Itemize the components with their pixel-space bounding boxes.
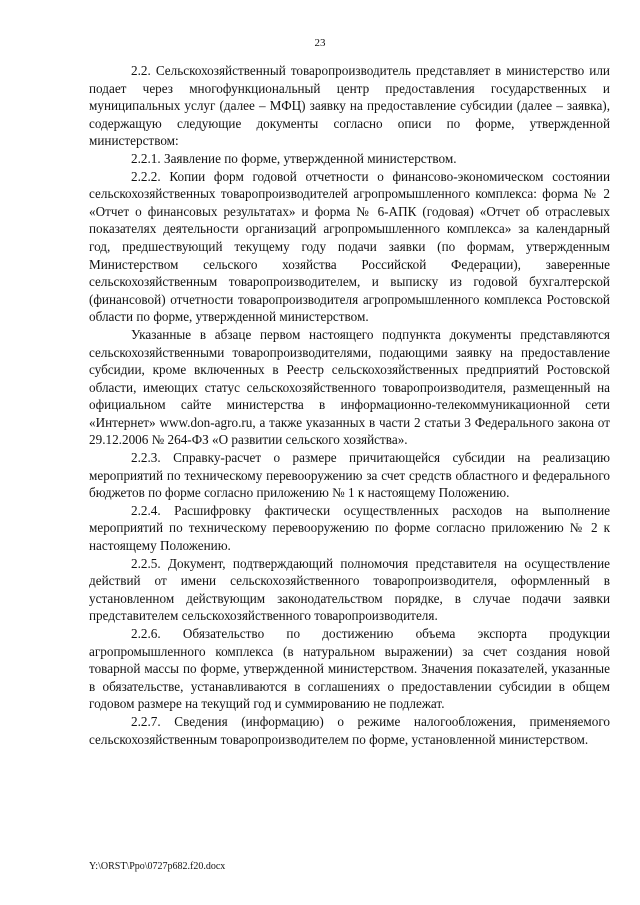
paragraph-2-2-3: 2.2.3. Справку-расчет о размере причитающейся субсидии на реализацию мероприятий по техническому перевооружению за счет средств областного и федерального бюджетов по форме согласно приложению № 1 к настоящему Положению. <box>89 450 610 501</box>
paragraph-2-2-5: 2.2.5. Документ, подтверждающий полномочия представителя на осуществление действий от имени сельскохозяйственного товаропроизводителя, оформленный в установленном действующим законодательством порядке, в случае подачи заявки представителем сельскохозяйственного товаропроизводителя. <box>89 555 610 624</box>
paragraph-2-2: 2.2. Сельскохозяйственный товаропроизводитель представляет в министерство или подает через многофункциональный центр предоставления государственных и муниципальных услуг (далее – МФЦ) заявку на предоставление субсидии (далее – заявка), содержащую следующие документы согласно описи по форме, утвержденной министерством: <box>89 63 610 149</box>
paragraph-2-2-7: 2.2.7. Сведения (информацию) о режиме налогообложения, применяемого сельскохозяйственным товаропроизводителем по форме, установленной министерством. <box>89 713 610 747</box>
file-path-footer: Y:\ORST\Ppo\0727p682.f20.docx <box>89 861 226 872</box>
paragraph-2-2-2-note: Указанные в абзаце первом настоящего подпункта документы представляются сельскохозяйственными товаропроизводителями, подающими заявку на предоставление субсидии, кроме включенных в Реестр сельскохозяйственных предприятий Ростовской области, имеющих статус сельскохозяйственного товаропроизводителя, размещенный на официальном сайте министерства в информационно-телекоммуникационной сети «Интернет» www.don-agro.ru, а также указанных в части 2 статьи 3 Федерального закона от 29.12.2006 № 264-ФЗ «О развитии сельского хозяйства». <box>89 326 610 448</box>
paragraph-2-2-2: 2.2.2. Копии форм годовой отчетности о финансово-экономическом состоянии сельскохозяйственных товаропроизводителей агропромышленного комплекса: форма № 2 «Отчет о финансовых результатах» и форма № 6-АПК (годовая) «Отчет об отраслевых показателях деятельности организаций агропромышленного комплекса» за календарный год, предшествующий текущему году подачи заявки (по формам, утвержденным Министерством сельского хозяйства Российской Федерации), заверенные сельскохозяйственным товаропроизводителем, и выписку из годовой бухгалтерской (финансовой) отчетности товаропроизводителя агропромышленного комплекса Ростовской области по форме, утвержденной министерством. <box>89 168 610 325</box>
paragraph-2-2-4: 2.2.4. Расшифровку фактически осуществленных расходов на выполнение мероприятий по техническому перевооружению по форме согласно приложению № 2 к настоящему Положению. <box>89 502 610 554</box>
document-body <box>89 62 610 748</box>
page-number: 23 <box>314 37 326 49</box>
paragraph-2-2-6: 2.2.6. Обязательство по достижению объема экспорта продукции агропромышленного комплекса (в натуральном выражении) за счет создания новой товарной массы по форме, утвержденной министерством. Значения показателей, указанные в обязательстве, устанавливаются в соглашениях о предоставлении субсидии в общем годовом размере на текущий год и суммированию не подлежат. <box>89 626 610 712</box>
paragraph-2-2-1: 2.2.1. Заявление по форме, утвержденной министерством. <box>131 150 457 166</box>
